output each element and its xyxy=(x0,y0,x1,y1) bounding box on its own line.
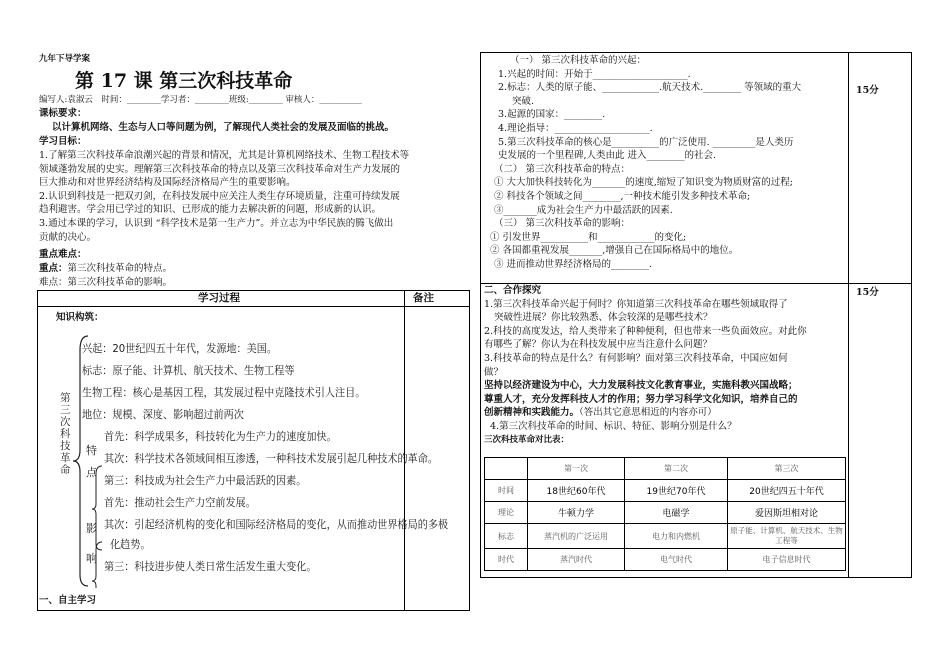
table-cell: 20世纪四五十年代 xyxy=(728,480,846,502)
table-cell: 时间 xyxy=(485,480,528,502)
cooperation-heading: 二、合作探究 xyxy=(484,285,542,296)
table-cell: 原子能、计算机、航天技术、生物工程等 xyxy=(728,524,846,549)
table-cell: 蒸汽机的广泛运用 xyxy=(528,524,625,549)
table-header-cell: 第三次 xyxy=(728,458,846,480)
mindmap-rise: 兴起：20世纪四五十年代，发源地：美国。 xyxy=(82,342,278,355)
answer-bold: 创新精神和实践能力。 xyxy=(484,407,580,419)
question-four: 4.第三次科技革命的时间、标识、特征、影响分别是什么？ xyxy=(490,420,737,432)
fill-heading-impact: （三） 第三次科技革命的影响： xyxy=(494,218,631,230)
cooperation-section xyxy=(484,284,807,447)
fill-heading-traits: （二） 第三次科技革命的特点： xyxy=(494,163,631,175)
diff-text: 第三次科技革命的影响。 xyxy=(67,277,173,288)
table-cell: 理论 xyxy=(485,502,528,524)
score-part1: 15分 xyxy=(856,85,879,96)
impact-third: 第三：科技进步使人类日常生活发生重大变化。 xyxy=(104,560,317,573)
fill-line: ① 大大加快科技转化为_______的速度,缩短了知识变为物质财富的过程; xyxy=(494,177,793,189)
goal-line: 2.认识到科技是一把双刃剑，在科技发展中应关注人类生存环境质量，注重可持续发展 xyxy=(39,190,400,202)
process-column-title: 学习过程 xyxy=(198,292,240,304)
question-line: 1.第三次科技革命兴起于何时？你知道第三次科技革命在哪些领域取得了 xyxy=(484,298,788,310)
question-line: 2.科技的高度发达，给人类带来了种种便利，但也带来一些负面效应。对此你 xyxy=(484,325,807,337)
fill-line: ③_______成为社会生产力中最活跃的因素. xyxy=(494,204,673,216)
key-point xyxy=(39,262,172,276)
table-header-row xyxy=(485,458,846,480)
table-cell: 电子信息时代 xyxy=(728,549,846,571)
goal-line: 巨大推动和对世界经济结构及国际经济格局产生的重要影响。 xyxy=(39,177,296,189)
question-line: 突破性进展？你比较熟悉、体会较深的是哪些技术？ xyxy=(494,312,713,324)
table-cell: 电气时代 xyxy=(625,549,728,571)
score-part2: 15分 xyxy=(856,287,879,298)
answer-note: （答出其它意思相近的内容亦可） xyxy=(579,407,717,419)
question-line: 做？ xyxy=(484,366,504,378)
fill-heading-rise: （一） 第三次科技革命的兴起： xyxy=(510,55,647,66)
table-row xyxy=(485,502,846,524)
fill-in-section xyxy=(488,54,801,272)
goals-heading: 学习目标： xyxy=(39,136,87,147)
question-line: 有哪些了解？你认为在科技发展中应当注意什么问题？ xyxy=(484,339,713,351)
table-header-cell: 第一次 xyxy=(528,458,625,480)
diff-label: 难点： xyxy=(39,277,68,288)
goals-list xyxy=(39,149,409,244)
trait-label: 特点 xyxy=(86,444,97,479)
table-cell: 时代 xyxy=(485,549,528,571)
mindmap-bio: 生物工程：核心是基因工程，其发展过程中克隆技术引人注目。 xyxy=(82,386,366,399)
answer-line: 坚持以经济建设为中心，大力发展科技文化教育事业，实施科教兴国战略； xyxy=(484,380,798,392)
table-header-cell xyxy=(485,458,528,480)
trait-first: 首先：科学成果多，科技转化为生产力的速度加快。 xyxy=(104,430,337,443)
fill-line: 2.标志：人类的原子能、____________.航天技术.________ 等领域的重大 xyxy=(498,82,802,94)
difficult-point xyxy=(39,276,172,290)
table-row xyxy=(485,549,846,571)
table-cell: 标志 xyxy=(485,524,528,549)
table-cell: 牛顿力学 xyxy=(528,502,625,524)
lesson-title: 第 17 课 第三次科技革命 xyxy=(75,70,293,92)
table-cell: 19世纪70年代 xyxy=(625,480,728,502)
fill-line: 4.理论指导：____________________. xyxy=(498,122,653,134)
key-text: 第三次科技革命的特点。 xyxy=(67,263,173,274)
goal-line: 贡献的决心。 xyxy=(39,231,97,243)
goal-line: 1.了解第三次科技革命浪潮兴起的背景和情况，尤其是计算机网络技术、生物工程技术等 xyxy=(39,150,410,161)
table-cell: 蒸汽时代 xyxy=(528,549,625,571)
fill-line: 3.起源的国家：________. xyxy=(498,109,606,121)
keys-heading: 重点难点： xyxy=(39,249,87,260)
doc-tag: 九年下导学案 xyxy=(39,54,91,64)
goal-line: 趋利避害。学会用已学过的知识、已形成的能力去解决新的问题，形成新的认识。 xyxy=(39,204,382,216)
goal-line: 3.通过本课的学习，认识到 “科学技术是第一生产力”。并立志为中华民族的腾飞做出 xyxy=(39,217,394,229)
table-cell: 爱因斯坦相对论 xyxy=(728,502,846,524)
fill-line: 5.第三次科技革命的核心是__________的广泛使用. _________是人类历 xyxy=(498,136,794,148)
table-row xyxy=(485,524,846,549)
fill-line: 突破. xyxy=(512,95,535,107)
impact-first: 首先：推动社会生产力空前发展。 xyxy=(104,496,256,509)
table-cell: 电力和内燃机 xyxy=(625,524,728,549)
mindmap-status: 地位：规模、深度、影响超过前两次 xyxy=(82,408,244,421)
goal-line: 领域蓬勃发展的史实。理解第三次科技革命的特点以及第三次科技革命对生产力发展的 xyxy=(39,163,401,175)
table-cell: 18世纪60年代 xyxy=(528,480,625,502)
standards-text: 以计算机网络、生态与人口等问题为例，了解现代人类社会的发展及面临的挑战。 xyxy=(52,122,395,133)
trait-third: 第三：科技成为社会生产力中最活跃的因素。 xyxy=(104,474,307,487)
self-study-heading: 一、自主学习 xyxy=(39,595,97,606)
author-meta: 编写人:袁淑云 时间：________学习者：________班级:________ 审核人：__________ xyxy=(39,95,362,105)
mindmap-mark: 标志：原子能、计算机、航天技术、生物工程等 xyxy=(82,364,295,377)
fill-line: ② 各国都重视发展_______,增强自己在国际格局中的地位。 xyxy=(490,245,739,257)
comparison-table xyxy=(484,457,846,571)
impact-second: 其次：引起经济机构的变化和国际经济格局的变化，从而推动世界格局的多极 xyxy=(104,518,449,531)
fill-line: ② 科技各个领域之间________,一种技术能引发多种技术革命; xyxy=(494,190,751,202)
comparison-table-title: 三次科技革命对比表： xyxy=(484,434,570,445)
table-header-cell: 第二次 xyxy=(625,458,728,480)
knowledge-heading: 知识构筑： xyxy=(56,312,104,323)
table-cell: 电磁学 xyxy=(625,502,728,524)
fill-line: 史发展的一个里程碑,人类由此 进入________的社会. xyxy=(498,150,717,162)
trait-second: 其次：科学技术各领域间相互渗透，一种科技术发展引起几种技术的革命。 xyxy=(104,452,438,465)
impact-label: 影响 xyxy=(86,522,97,565)
table-row xyxy=(485,480,846,502)
impact-second-cont: 化趋势。 xyxy=(110,538,151,551)
question-line: 3.科技革命的特点是什么？有何影响？面对第三次科技革命，中国应如何 xyxy=(484,352,788,364)
key-label: 重点： xyxy=(39,263,68,274)
fill-line: ③ 进而推动世界经济格局的________. xyxy=(494,258,653,270)
standards-heading: 课标要求： xyxy=(39,108,87,119)
fill-line: 1.兴起的时间：开始于____________________. xyxy=(498,68,691,80)
note-column-title: 备注 xyxy=(413,292,434,304)
answer-line xyxy=(484,406,807,420)
answer-line: 尊重人才，充分发挥科技人才的作用；努力学习科学文化知识，培养自己的 xyxy=(484,393,798,405)
mindmap-root-label: 第三次科技革命 xyxy=(60,392,71,476)
fill-line: ① 引发世界__________和____________的变化; xyxy=(490,231,687,243)
